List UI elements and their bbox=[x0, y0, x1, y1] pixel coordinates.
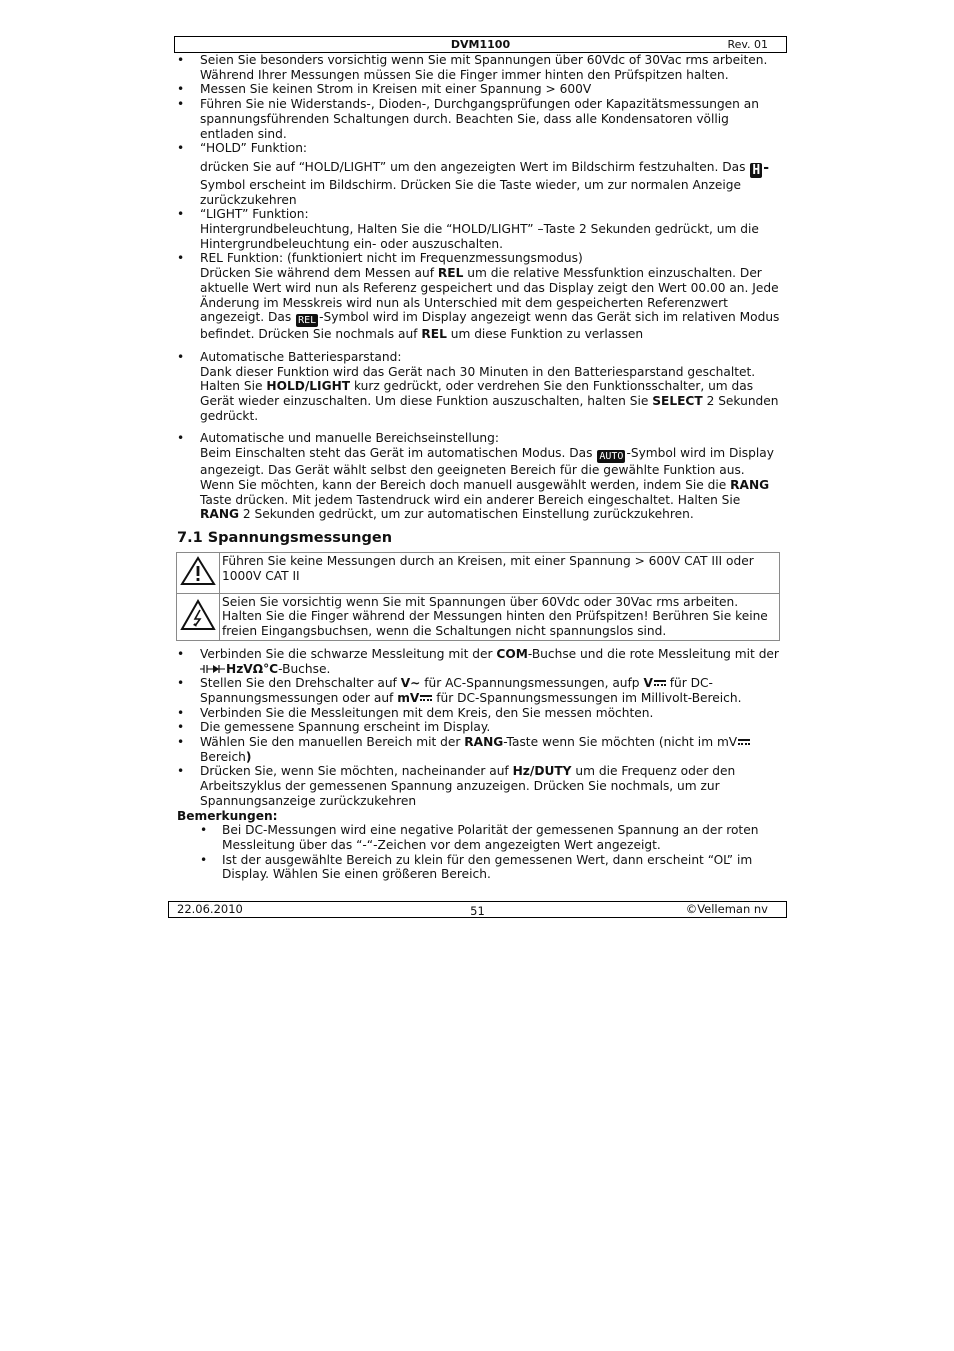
battery-key-1: HOLD/LIGHT bbox=[266, 379, 351, 394]
list-item: • Führen Sie nie Widerstands-, Dioden-, Durchgangsprüfungen oder Kapazitätsmessungen an spannungsführenden Schaltungen durch. Beachten Sie, dass alle Kondensatoren völlig entladen sind. bbox=[177, 97, 781, 141]
header-revision: Rev. 01 bbox=[727, 38, 768, 51]
light-text: Hintergrundbeleuchtung, Halten Sie die “HOLD/LIGHT” –Taste 2 Sekunden gedrückt, um die Hintergrundbeleuchtung ein- oder auszuschalten. bbox=[200, 222, 759, 251]
table-row bbox=[177, 552, 780, 593]
header-title: DVM1100 bbox=[450, 38, 511, 51]
battery-function-item bbox=[177, 350, 781, 424]
dc-symbol-icon bbox=[654, 679, 666, 687]
dc-symbol-icon bbox=[738, 738, 750, 746]
list-item: • Verbinden Sie die Messleitungen mit dem Kreis, den Sie messen möchten. bbox=[177, 706, 781, 721]
dc-symbol-icon bbox=[420, 694, 432, 702]
capacitor-diode-icon bbox=[200, 664, 226, 674]
hold-symbol-icon: H bbox=[752, 162, 761, 178]
list-item: • Bei DC-Messungen wird eine negative Polarität der gemessenen Spannung an der roten Messleitung über das “-“-Zeichen vor dem angezeigten Wert angezeigt. bbox=[200, 823, 781, 852]
list-item: • Messen Sie keinen Strom in Kreisen mit einer Spannung > 600V bbox=[177, 82, 781, 97]
list-item: • Die gemessene Spannung erscheint im Display. bbox=[177, 720, 781, 735]
steps-list bbox=[177, 647, 781, 809]
footer-date: 22.06.2010 bbox=[177, 902, 243, 916]
table-row bbox=[177, 593, 780, 640]
list-item: • Ist der ausgewählte Bereich zu klein für den gemessenen Wert, dann erscheint “OL” im Display. Wählen Sie einen größeren Bereich. bbox=[200, 853, 781, 882]
notes-list bbox=[177, 823, 781, 882]
footer-copyright: ©Velleman nv bbox=[685, 902, 768, 916]
notes-title: Bemerkungen: bbox=[177, 808, 278, 823]
range-text-3: Taste drücken. Mit jedem Tastendruck wird ein anderer Bereich eingeschaltet. Halten Sie bbox=[200, 492, 741, 507]
ac-wave-icon: ∼ bbox=[410, 676, 421, 691]
v-dc-label: V bbox=[643, 676, 653, 691]
page-footer bbox=[168, 901, 787, 918]
section-title: 7.1 Spannungsmessungen bbox=[177, 529, 393, 546]
auto-symbol-icon: AUTO bbox=[599, 451, 624, 463]
rel-symbol-icon: REL bbox=[298, 315, 317, 327]
warning-icon-cell bbox=[177, 593, 220, 640]
safety-list bbox=[177, 53, 781, 522]
range-text-4: 2 Sekunden gedrückt, um zur automatischen Einstellung zurückzukehren. bbox=[242, 507, 694, 522]
hold-text-a: drücken Sie auf “HOLD/LIGHT” um den angezeigten Wert im Bildschirm festzuhalten. Das bbox=[200, 159, 746, 174]
light-function-item bbox=[177, 207, 781, 251]
list-item: • Stellen Sie den Drehschalter auf V∼ für AC-Spannungsmessungen, aufp V für DC-Spannungsmessungen oder auf mV für DC-Spannungsmessungen im Millivolt-Bereich. bbox=[177, 676, 781, 705]
com-jack-label: COM bbox=[496, 646, 528, 661]
page-header bbox=[174, 36, 787, 53]
input-jack-label: HzVΩ°C bbox=[226, 661, 279, 676]
hold-function-item bbox=[177, 141, 781, 207]
hz-duty-key-label: Hz/DUTY bbox=[512, 764, 572, 779]
rel-key-1: REL bbox=[437, 266, 464, 281]
rel-title: REL Funktion: (funktioniert nicht im Frequenzmessungsmodus) bbox=[200, 251, 583, 266]
range-key-2: RANG bbox=[200, 507, 240, 522]
rel-text-2: um die relative Messfunktion einzuschalten. Der aktuelle Wert wird nun als Referenz gespeichert und das Display zeigt den Wert 00.00 an. Jede Änderung im Messkreis wird nun als Unterschied mit dem gespeicherten Referenzwert angezeigt. Das bbox=[200, 266, 779, 325]
battery-text-2: kurz gedrückt, oder verdrehen Sie den Funktionsschalter, um das Gerät wieder einzuschalten. Um diese Funktion auszuschalten, halten Sie bbox=[200, 379, 754, 409]
high-voltage-icon bbox=[180, 599, 216, 631]
light-title: “LIGHT” Funktion: bbox=[200, 207, 309, 222]
list-item: • Seien Sie besonders vorsichtig wenn Sie mit Spannungen über 60Vdc of 30Vac rms arbeiten. Während Ihrer Messungen müssen Sie die Finger immer hinten den Prüfspitzen halten. bbox=[177, 53, 781, 82]
rel-text-4: um diese Funktion zu verlassen bbox=[450, 327, 644, 342]
rang-key-label: RANG bbox=[464, 735, 504, 750]
warning-icon-cell bbox=[177, 552, 220, 593]
rel-key-2: REL bbox=[421, 327, 447, 342]
range-title: Automatische und manuelle Bereichseinstellung: bbox=[200, 431, 499, 446]
hold-title: “HOLD” Funktion: bbox=[200, 141, 308, 156]
battery-text-1: Dank dieser Funktion wird das Gerät nach 30 Minuten in den Batteriesparstand geschaltet. Halten Sie bbox=[200, 364, 756, 394]
range-key-1: RANG bbox=[730, 477, 770, 492]
mv-dc-label: mV bbox=[397, 690, 420, 705]
battery-key-2: SELECT bbox=[652, 394, 703, 409]
v-ac-label: V bbox=[400, 676, 411, 691]
rel-text-1: Drücken Sie während dem Messen auf bbox=[200, 266, 435, 281]
rel-function-item bbox=[177, 251, 781, 342]
page-body bbox=[177, 53, 781, 882]
range-function-item bbox=[177, 431, 781, 522]
battery-title: Automatische Batteriesparstand: bbox=[200, 349, 402, 364]
warning-table bbox=[176, 552, 780, 641]
range-text-1: Beim Einschalten steht das Gerät im automatischen Modus. Das bbox=[200, 446, 593, 461]
warning-text: Seien Sie vorsichtig wenn Sie mit Spannungen über 60Vdc oder 30Vac rms arbeiten. Halten Sie die Finger während der Messungen hinten den Prüfspitzen! Berühren Sie keine freien Eingangsbuchsen, wenn die Schaltungen nicht spannungslos sind. bbox=[220, 593, 780, 640]
page-number: 51 bbox=[470, 904, 485, 918]
hold-text-b: Symbol erscheint im Bildschirm. Drücken Sie die Taste wieder, um zur normalen Anzeige zurückzukehren bbox=[200, 177, 742, 207]
list-item: • Wählen Sie den manuellen Bereich mit der RANG-Taste wenn Sie möchten (nicht im mV Bereich) bbox=[177, 735, 781, 764]
warning-text: Führen Sie keine Messungen durch an Kreisen, mit einer Spannung > 600V CAT III oder 1000V CAT II bbox=[220, 552, 780, 593]
warning-triangle-icon bbox=[180, 556, 216, 586]
list-item: • Drücken Sie, wenn Sie möchten, nacheinander auf Hz/DUTY um die Frequenz oder den Arbeitszyklus der gemessenen Spannung anzuzeigen. Drücken Sie nochmals, um zur Spannungsanzeige zurückzukehren bbox=[177, 764, 781, 808]
range-text-2: -Symbol wird im Display angezeigt. Das Gerät wählt selbst den geeigneten Bereich für die gewählte Funktion aus. Wenn Sie möchten, kann der Bereich doch manuell ausgewählt werden, indem Sie die bbox=[200, 446, 774, 492]
battery-text-3: 2 Sekunden gedrückt. bbox=[200, 394, 779, 423]
rel-text-3: -Symbol wird im Display angezeigt wenn das Gerät sich im relativen Modus befindet. Drücken Sie nochmals auf bbox=[200, 310, 780, 342]
list-item: • Verbinden Sie die schwarze Messleitung mit der COM-Buchse und die rote Messleitung mit der HzVΩ°C-Buchse. bbox=[177, 647, 781, 676]
hold-dash: - bbox=[763, 159, 769, 176]
